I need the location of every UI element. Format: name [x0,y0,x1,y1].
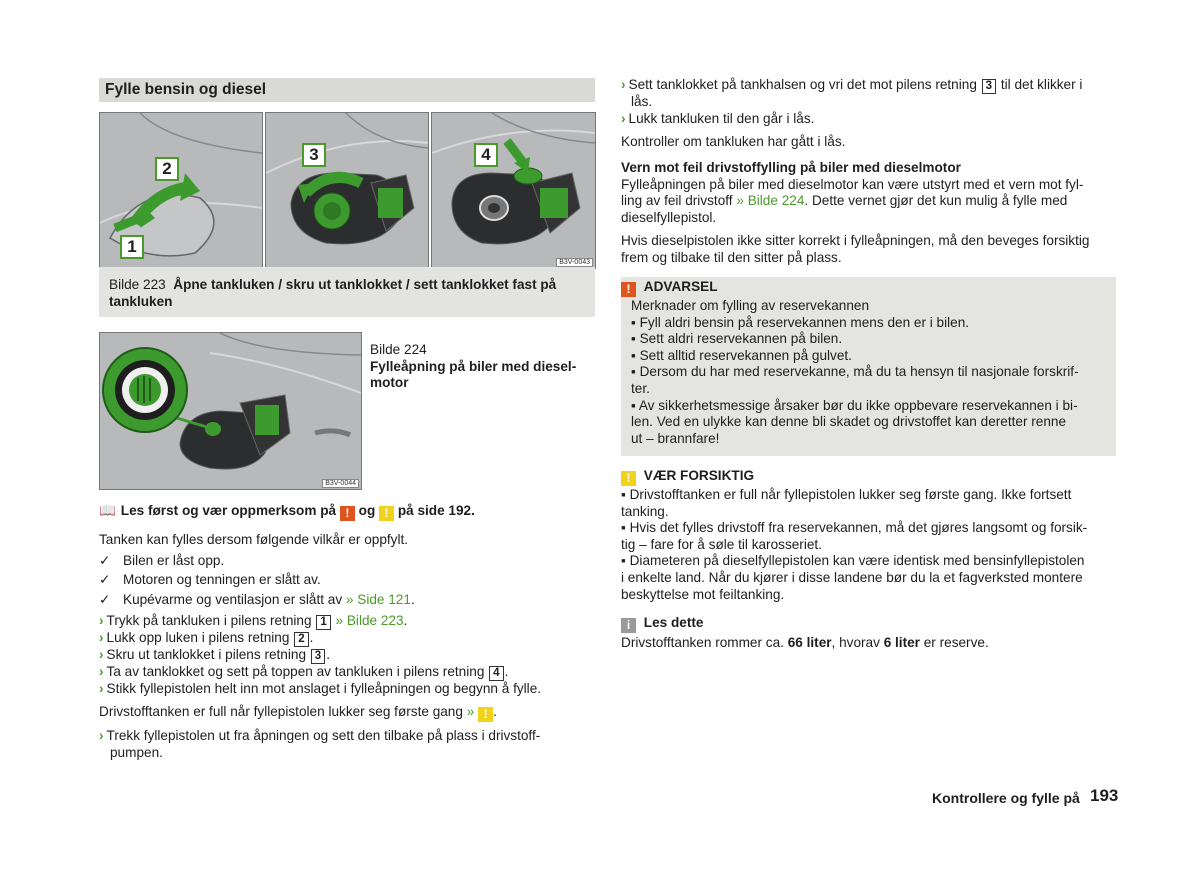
right-steps: › Sett tanklokket på tankhalsen og vri det mot pilens retning 3 til det klikker i lås. › Lukk tankluken til den går i lås. [621,77,1083,126]
footer-chapter: Kontrollere og fylle på [932,790,1080,806]
diesel-fuel-inlet-illustration [100,333,361,489]
protection-heading: Vern mot feil drivstoffylling på biler med dieselmotor [621,160,961,175]
warning-box [621,277,1116,456]
read-first-pre: Les først og vær oppmerksom på [120,503,337,518]
callout-2: 2 [155,157,179,181]
callout-1: 1 [120,235,144,259]
caution-body: ▪ Drivstofftanken er full når fyllepistolen lukker seg første gang. Ikke fortsett tanking. ▪ Hvis det fylles drivstoff fra reservekannen, må det gjøres langsomt og forsik- tig – fare for å søle til karosseriet. ▪ Diameteren på dieselfyllepistolen kan være identisk med bensinfyllepistolen i enkelte land. Når du kjører i disse landene bør du la et fagverksted montere beskyttelse mot feiltanking. [621,487,1088,602]
warning-body: Merknader om fylling av reservekannen ▪ Fyll aldri bensin på reservekannen mens den er i bilen. ▪ Sett aldri reservekannen på bilen. ▪ Sett alltid reservekannen på gulvet. ▪ Dersom du har med reservekanne, må du ta hensyn til nasjonale forskrif- ter. ▪ Av sikkerhetsmessige årsaker bør du ikke oppbevare reservekannen i bi- len. Ved en ulykke kan denne bli skadet og drivstoffet kan deretter renne ut – brannfare! [631,298,1079,446]
section-title-bar [99,78,595,102]
warning-title: ADVARSEL [643,279,718,294]
note-body: Drivstofftanken rommer ca. 66 liter, hvorav 6 liter er reserve. [621,635,989,650]
intro-text: Tanken kan fylles dersom følgende vilkår er oppfylt. [99,532,409,547]
figure-224 [99,332,362,490]
step-arrow-icon: › [621,77,626,92]
note-header [621,615,703,633]
figure-code: B3V-0043 [556,258,593,267]
warning-icon: ! [340,506,355,521]
warning-header [621,279,718,297]
page-number: 193 [1090,786,1119,805]
figure-link[interactable]: » Bilde 223 [335,613,404,628]
list-item: › Trykk på tankluken i pilens retning 1 » Bilde 223. [99,613,408,628]
condition-list [99,551,415,609]
cap-on-flap-illustration [432,113,595,268]
figure-223-caption [109,277,584,310]
info-icon: i [621,618,636,633]
last-step: › Trekk fyllepistolen ut fra åpningen og sett den tilbake på plass i drivstoff- pumpen. [99,728,541,760]
caution-link[interactable]: » [466,704,475,719]
caution-icon: ! [478,707,493,722]
step-arrow-icon: › [99,630,104,645]
figure-code: B3V-0044 [322,479,359,488]
list-item: ✓ Kupévarme og ventilasjon er slått av » Side 121. [99,590,415,609]
callout-ref: 2 [294,632,308,647]
list-item: › Skru ut tanklokket i pilens retning 3 . [99,647,330,662]
step-arrow-icon: › [99,728,104,743]
unscrew-cap-illustration [266,113,428,268]
figure-link[interactable]: » Bilde 224 [736,193,805,209]
book-icon: 📖 [99,503,116,518]
protection-section: Vern mot feil drivstoffylling på biler med dieselmotor Fylleåpningen på biler med dieselmotor kan være utstyrt med et vern mot fyl- ling av feil drivstoff » Bilde 224. Dette vernet gjør det kun mulig å fylle med dieselfyllepistol. [621,160,1121,226]
caution-icon: ! [621,471,636,486]
step-arrow-icon: › [99,647,104,662]
note-title: Les dette [643,615,704,630]
list-item: ✓ Bilen er låst opp. [99,551,415,570]
figure-223-panel-3 [431,112,596,269]
step-arrow-icon: › [621,110,626,126]
list-item: › Ta av tanklokket og sett på toppen av tankluken i pilens retning 4 . [99,664,509,679]
warning-icon: ! [621,282,636,297]
callout-ref: 3 [311,649,325,664]
callout-ref: 1 [316,615,330,630]
figure-223-caption-box [99,267,595,317]
checkmark-icon: ✓ [99,572,111,588]
callout-ref: 4 [489,666,503,681]
caption-label: Bilde 224 [370,342,427,357]
callout-ref: 3 [982,79,996,94]
callout-4: 4 [474,143,498,167]
list-item: ✓ Motoren og tenningen er slått av. [99,570,415,589]
caution-title: VÆR FORSIKTIG [643,468,755,483]
read-first-and: og [358,503,376,518]
tank-full-text: Drivstofftanken er full når fyllepistolen lukker seg første gang » ! . [99,704,497,721]
step-list [99,613,541,698]
callout-3: 3 [302,143,326,167]
figure-223-panel-1 [99,112,263,269]
checkmark-icon: ✓ [99,591,111,607]
figure-224-caption [370,342,590,392]
figure-223-panel-2 [265,112,429,269]
nozzle-text: Hvis dieselpistolen ikke sitter korrekt i fylleåpningen, må den beveges forsiktig frem og tilbake til den sitter på plass. [621,233,1090,265]
check-text: Kontroller om tankluken har gått i lås. [621,134,846,149]
page-link[interactable]: » Side 121 [345,591,411,607]
caution-header [621,468,754,486]
read-first-post: på side 192. [397,503,475,518]
caption-text: Fylleåpning på biler med diesel-motor [370,358,577,391]
caption-text: Åpne tankluken / skru ut tanklokket / sett tanklokket fast på tankluken [109,277,557,309]
section-title: Fylle bensin og diesel [105,81,267,98]
step-arrow-icon: › [99,681,104,696]
checkmark-icon: ✓ [99,553,111,568]
list-item: › Lukk opp luken i pilens retning 2 . [99,630,314,645]
list-item: › Stikk fyllepistolen helt inn mot anslaget i fylleåpningen og begynn å fylle. [99,681,542,696]
caution-icon: ! [379,506,394,521]
read-first-line [99,503,595,521]
step-arrow-icon: › [99,664,104,679]
caption-label: Bilde 223 [109,277,166,292]
step-arrow-icon: › [99,613,104,628]
